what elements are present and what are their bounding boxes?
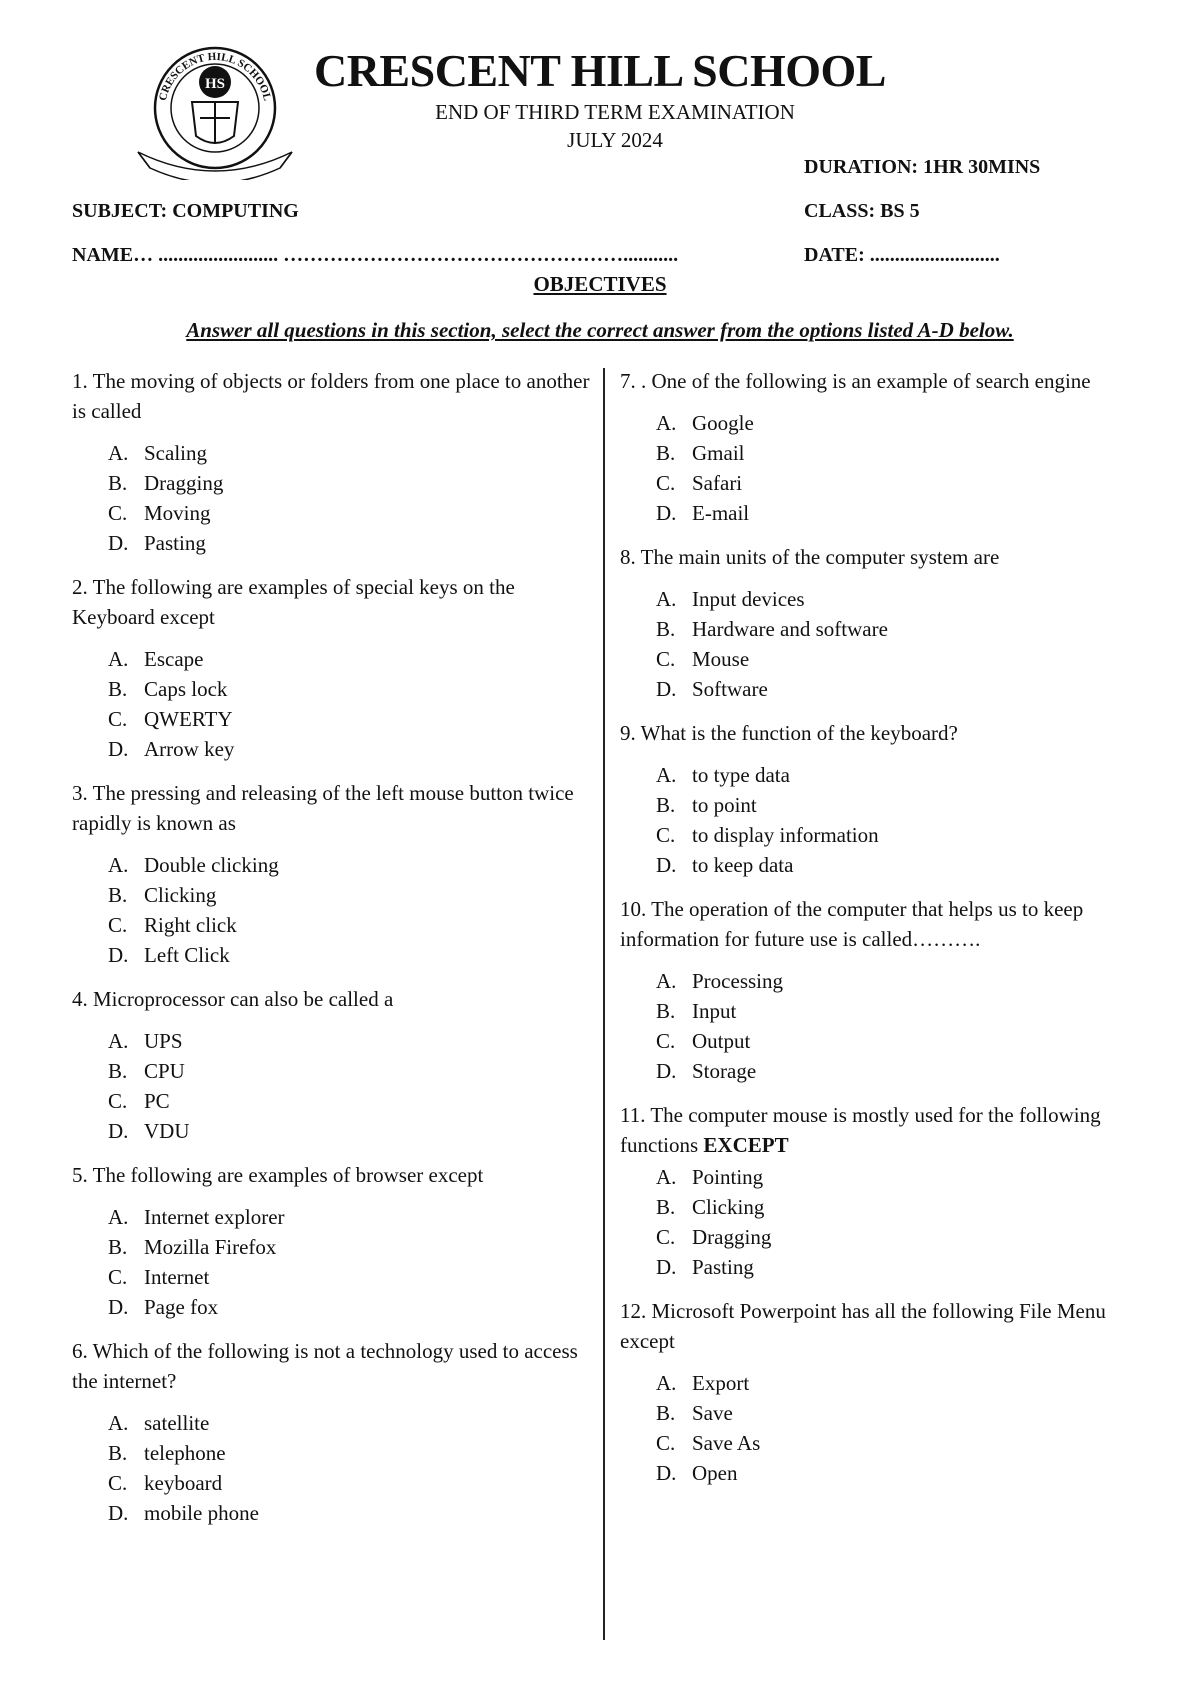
question-text: 10. The operation of the computer that helps us to keep information for future use is called………. bbox=[620, 897, 1084, 951]
duration-label: DURATION: 1HR 30MINS bbox=[804, 156, 1041, 178]
option-d: D. Arrow key bbox=[108, 737, 235, 761]
question-emphasis: EXCEPT bbox=[703, 1133, 789, 1157]
option-a: A. Processing bbox=[656, 969, 783, 993]
question-text: 6. Which of the following is not a technology used to access the internet? bbox=[72, 1339, 578, 1393]
option-a: A. to type data bbox=[656, 763, 790, 787]
option-b: B. Hardware and software bbox=[656, 617, 888, 641]
option-c: C. to display information bbox=[656, 823, 879, 847]
section-title: OBJECTIVES bbox=[533, 272, 667, 296]
option-b: B. Caps lock bbox=[108, 677, 228, 701]
questions-right-column bbox=[620, 366, 1150, 1502]
name-field: NAME… ........................ ……………………………………………........... bbox=[72, 244, 679, 266]
option-b: B. telephone bbox=[108, 1441, 226, 1465]
question-7 bbox=[620, 366, 1150, 528]
question-2 bbox=[72, 572, 602, 764]
logo-ring-text: CRESCENT HILL SCHOOL bbox=[156, 50, 274, 103]
question-text: 5. The following are examples of browser except bbox=[72, 1163, 484, 1187]
option-d: D. to keep data bbox=[656, 853, 794, 877]
column-divider bbox=[603, 368, 605, 1640]
option-b: B. to point bbox=[656, 793, 757, 817]
option-d: D. Storage bbox=[656, 1059, 757, 1083]
option-d: D. Left Click bbox=[108, 943, 230, 967]
option-b: B. Gmail bbox=[656, 441, 745, 465]
option-b: B. Save bbox=[656, 1401, 733, 1425]
option-a: A. satellite bbox=[108, 1411, 210, 1435]
option-b: B. CPU bbox=[108, 1059, 185, 1083]
option-c: C. Mouse bbox=[656, 647, 750, 671]
option-b: B. Clicking bbox=[108, 883, 217, 907]
option-a: A. UPS bbox=[108, 1029, 183, 1053]
option-d: D. mobile phone bbox=[108, 1501, 259, 1525]
option-c: C. Right click bbox=[108, 913, 237, 937]
question-text: 11. The computer mouse is mostly used for the following functions EXCEPT bbox=[620, 1103, 1101, 1157]
option-c: C. Dragging bbox=[656, 1225, 772, 1249]
option-d: D. Open bbox=[656, 1461, 738, 1485]
option-b: B. Mozilla Firefox bbox=[108, 1235, 277, 1259]
option-c: C. Safari bbox=[656, 471, 743, 495]
question-text: 8. The main units of the computer system are bbox=[620, 545, 1000, 569]
option-a: A. Escape bbox=[108, 647, 204, 671]
subject-label: SUBJECT: COMPUTING bbox=[72, 200, 299, 222]
section-instruction: Answer all questions in this section, select the correct answer from the options listed A-D below. bbox=[186, 318, 1014, 342]
option-a: A. Export bbox=[656, 1371, 750, 1395]
option-b: B. Input bbox=[656, 999, 737, 1023]
date-field: DATE: .......................... bbox=[804, 244, 1000, 266]
question-text: 1. The moving of objects or folders from one place to another is called bbox=[72, 369, 590, 423]
option-c: C. PC bbox=[108, 1089, 170, 1113]
school-name: CRESCENT HILL SCHOOL bbox=[313, 45, 886, 96]
option-d: D. Pasting bbox=[108, 531, 206, 555]
class-label: CLASS: BS 5 bbox=[804, 200, 920, 222]
exam-date: JULY 2024 bbox=[567, 128, 663, 152]
option-c: C. Save As bbox=[656, 1431, 761, 1455]
option-b: B. Dragging bbox=[108, 471, 224, 495]
option-d: D. VDU bbox=[108, 1119, 190, 1143]
option-c: C. QWERTY bbox=[108, 707, 233, 731]
question-text: 4. Microprocessor can also be called a bbox=[72, 987, 394, 1011]
option-c: C. Internet bbox=[108, 1265, 210, 1289]
option-c: C. keyboard bbox=[108, 1471, 223, 1495]
question-8 bbox=[620, 542, 1150, 704]
option-c: C. Moving bbox=[108, 501, 211, 525]
question-10 bbox=[620, 894, 1150, 1086]
option-d: D. Software bbox=[656, 677, 768, 701]
question-text: 12. Microsoft Powerpoint has all the following File Menu except bbox=[620, 1299, 1106, 1353]
question-6 bbox=[72, 1336, 602, 1528]
option-a: A. Input devices bbox=[656, 587, 805, 611]
option-d: D. Pasting bbox=[656, 1255, 754, 1279]
question-5 bbox=[72, 1160, 602, 1322]
option-d: D. E-mail bbox=[656, 501, 750, 525]
logo-monogram: HS bbox=[204, 76, 226, 92]
option-a: A. Google bbox=[656, 411, 754, 435]
question-12 bbox=[620, 1296, 1150, 1488]
question-9 bbox=[620, 718, 1150, 880]
option-a: A. Double clicking bbox=[108, 853, 279, 877]
question-11 bbox=[620, 1100, 1150, 1282]
option-a: A. Internet explorer bbox=[108, 1205, 285, 1229]
option-b: B. Clicking bbox=[656, 1195, 765, 1219]
question-3 bbox=[72, 778, 602, 970]
option-a: A. Scaling bbox=[108, 441, 207, 465]
question-text: 7. . One of the following is an example of search engine bbox=[620, 369, 1091, 393]
question-1 bbox=[72, 366, 602, 558]
option-a: A. Pointing bbox=[656, 1165, 764, 1189]
question-text: 3. The pressing and releasing of the left mouse button twice rapidly is known as bbox=[72, 781, 574, 835]
question-4 bbox=[72, 984, 602, 1146]
question-text: 2. The following are examples of special keys on the Keyboard except bbox=[72, 575, 515, 629]
option-d: D. Page fox bbox=[108, 1295, 219, 1319]
option-c: C. Output bbox=[656, 1029, 751, 1053]
questions-left-column bbox=[72, 366, 602, 1542]
exam-title: END OF THIRD TERM EXAMINATION bbox=[435, 100, 795, 124]
question-text: 9. What is the function of the keyboard? bbox=[620, 721, 958, 745]
